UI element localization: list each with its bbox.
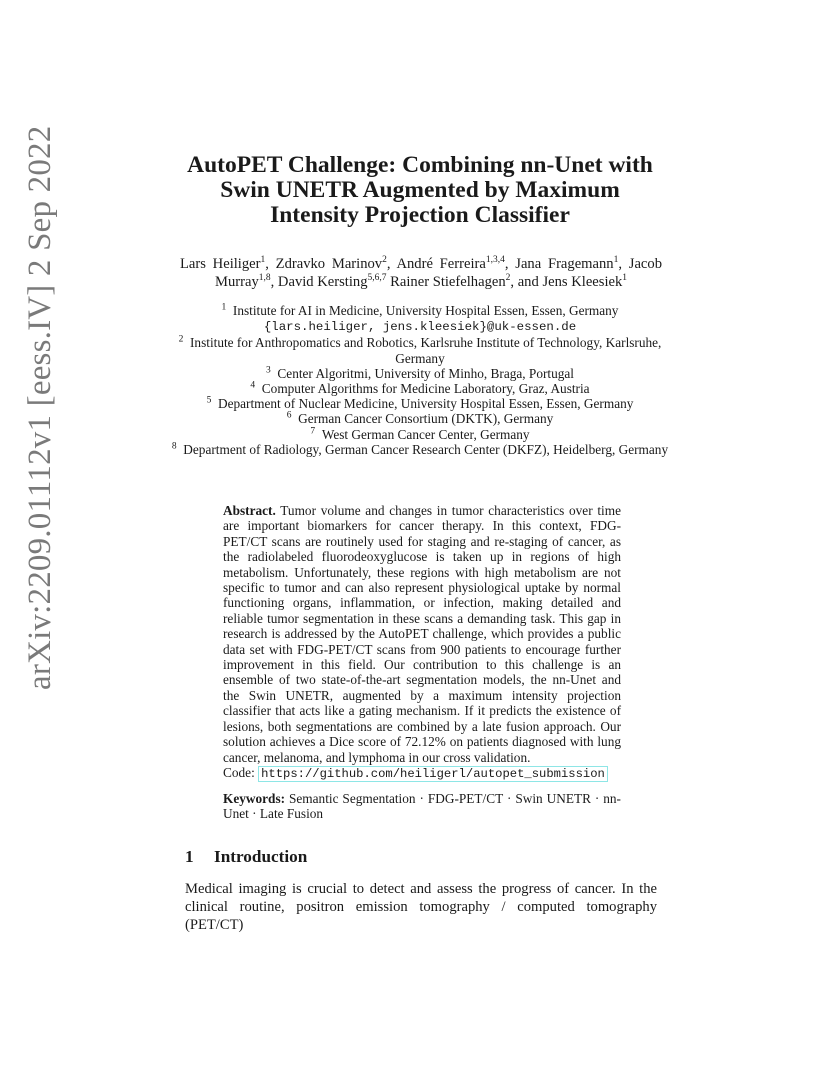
affiliation [170,411,670,426]
affiliation-number: 8 [171,441,177,452]
author-affiliation-marker: 2 [505,273,511,284]
author-list [180,255,662,291]
affiliation [170,381,670,396]
author-name: David Kersting [277,274,368,290]
author-affiliation-marker: 5,6,7 [367,273,387,284]
affiliation-text: Department of Nuclear Medicine, University Hospital Essen, Essen, Germany [217,396,634,412]
affiliation [170,318,670,335]
author-name: André Ferreira [396,256,486,272]
affiliation-number: 4 [250,380,256,391]
author-separator: , [618,256,629,272]
code-repository-link[interactable]: https://github.com/heiligerl/autopet_submission [258,766,608,782]
author-separator: , and [510,274,543,290]
affiliation-text: Center Algoritmi, University of Minho, Braga, Portugal [277,365,574,381]
keywords-label: Keywords: [223,791,286,806]
abstract-text: Tumor volume and changes in tumor characteristics over time are important biomarkers for cancer therapy. In this context, FDG-PET/CT scans are routinely used for staging and re-staging of cancer, as the radiolabeled fluorodeoxyglucose is taken up in regions of high metabolism. Unfortunately, these regions with high metabolism are not specific to tumor and can also represent physiological uptake by normal functioning organs, inflammation, or infection, making detailed and reliable tumor segmentation in these scans a demanding task. This gap in research is addressed by the AutoPET challenge, which provides a public data set with FDG-PET/CT scans from 900 patients to encourage further improvement in this field. Our contribution to this challenge is an ensemble of two state-of-the-art segmentation models, the nn-Unet and the Swin UNETR, augmented by a maximum intensity projection classifier that acts like a gating mechanism. If it predicts the existence of lesions, both segmentations are combined by a late fusion approach. Our solution achieves a Dice score of 72.12% on patients diagnosed with lung cancer, melanoma, and lymphoma in our cross validation. [223,503,621,765]
affiliation-text: West German Cancer Center, Germany [321,426,530,442]
body-paragraph: Medical imaging is crucial to detect and assess the progress of cancer. In the clinical routine, positron emission tomography / computed tomography (PET/CT) [185,881,657,933]
author-name: Jana Fragemann [515,256,614,272]
author-name: Rainer Stiefelhagen [390,274,506,290]
section-heading [185,846,665,868]
author-separator: , [504,256,516,272]
abstract-label: Abstract. [223,503,276,518]
affiliation-text: German Cancer Consortium (DKTK), Germany [298,411,554,427]
section-number: 1 [185,847,194,866]
affiliation-number: 3 [266,365,271,376]
author-affiliation-marker: 1 [260,255,266,266]
abstract [223,503,621,782]
author-name: Zdravko Marinov [275,256,383,272]
affiliation [170,442,670,457]
author-name: Lars Heiliger [180,256,261,272]
affiliation-text: Computer Algorithms for Medicine Laboratory, Graz, Austria [261,381,590,397]
affiliation [170,303,670,318]
author-separator: , [270,274,278,290]
title-line: Swin UNETR Augmented by Maximum [220,177,620,203]
affiliation [170,396,670,411]
affiliation-number: 2 [178,334,184,345]
author-affiliation-marker: 1 [622,273,628,284]
title-line: AutoPET Challenge: Combining nn-Unet with [187,152,653,178]
author-affiliation-marker: 1,3,4 [485,255,505,266]
affiliation-number: 6 [286,411,292,421]
affiliation-number: 5 [206,395,212,406]
contact-email: {lars.heiliger, jens.kleesiek}@uk-essen.de [263,320,577,335]
author-separator: , [386,256,397,272]
affiliation [170,366,670,381]
affiliation-text: Institute for Anthropomatics and Robotics, Karlsruhe Institute of Technology, Karlsruhe, Germany [190,335,662,366]
affiliation-text: Department of Radiology, German Cancer Research Center (DKFZ), Heidelberg, Germany [183,441,669,457]
author-name: Jens Kleesiek [542,274,623,290]
arxiv-identifier: arXiv:2209.01112v1 [eess.IV] 2 Sep 2022 [22,125,58,690]
author-affiliation-marker: 1 [613,255,619,266]
paper-title [150,153,690,228]
author-name: Jacob Murray [214,256,662,290]
affiliation-number: 1 [221,302,227,313]
author-affiliation-marker: 1,8 [258,273,271,284]
affiliation [170,427,670,442]
affiliation-number: 7 [310,426,316,437]
affiliation-text: Institute for AI in Medicine, University Hospital Essen, Essen, Germany [232,303,619,318]
affiliation-list [170,303,670,457]
keywords-text: Semantic Segmentation · FDG-PET/CT · Swin UNETR · nn-Unet · Late Fusion [223,791,621,822]
code-label: Code: [223,764,255,780]
title-line: Intensity Projection Classifier [270,202,570,228]
author-affiliation-marker: 2 [382,255,387,266]
keywords [223,791,621,822]
section-title: Introduction [214,847,308,866]
code-line [223,765,621,782]
affiliation [170,335,670,365]
author-separator: , [265,256,276,272]
